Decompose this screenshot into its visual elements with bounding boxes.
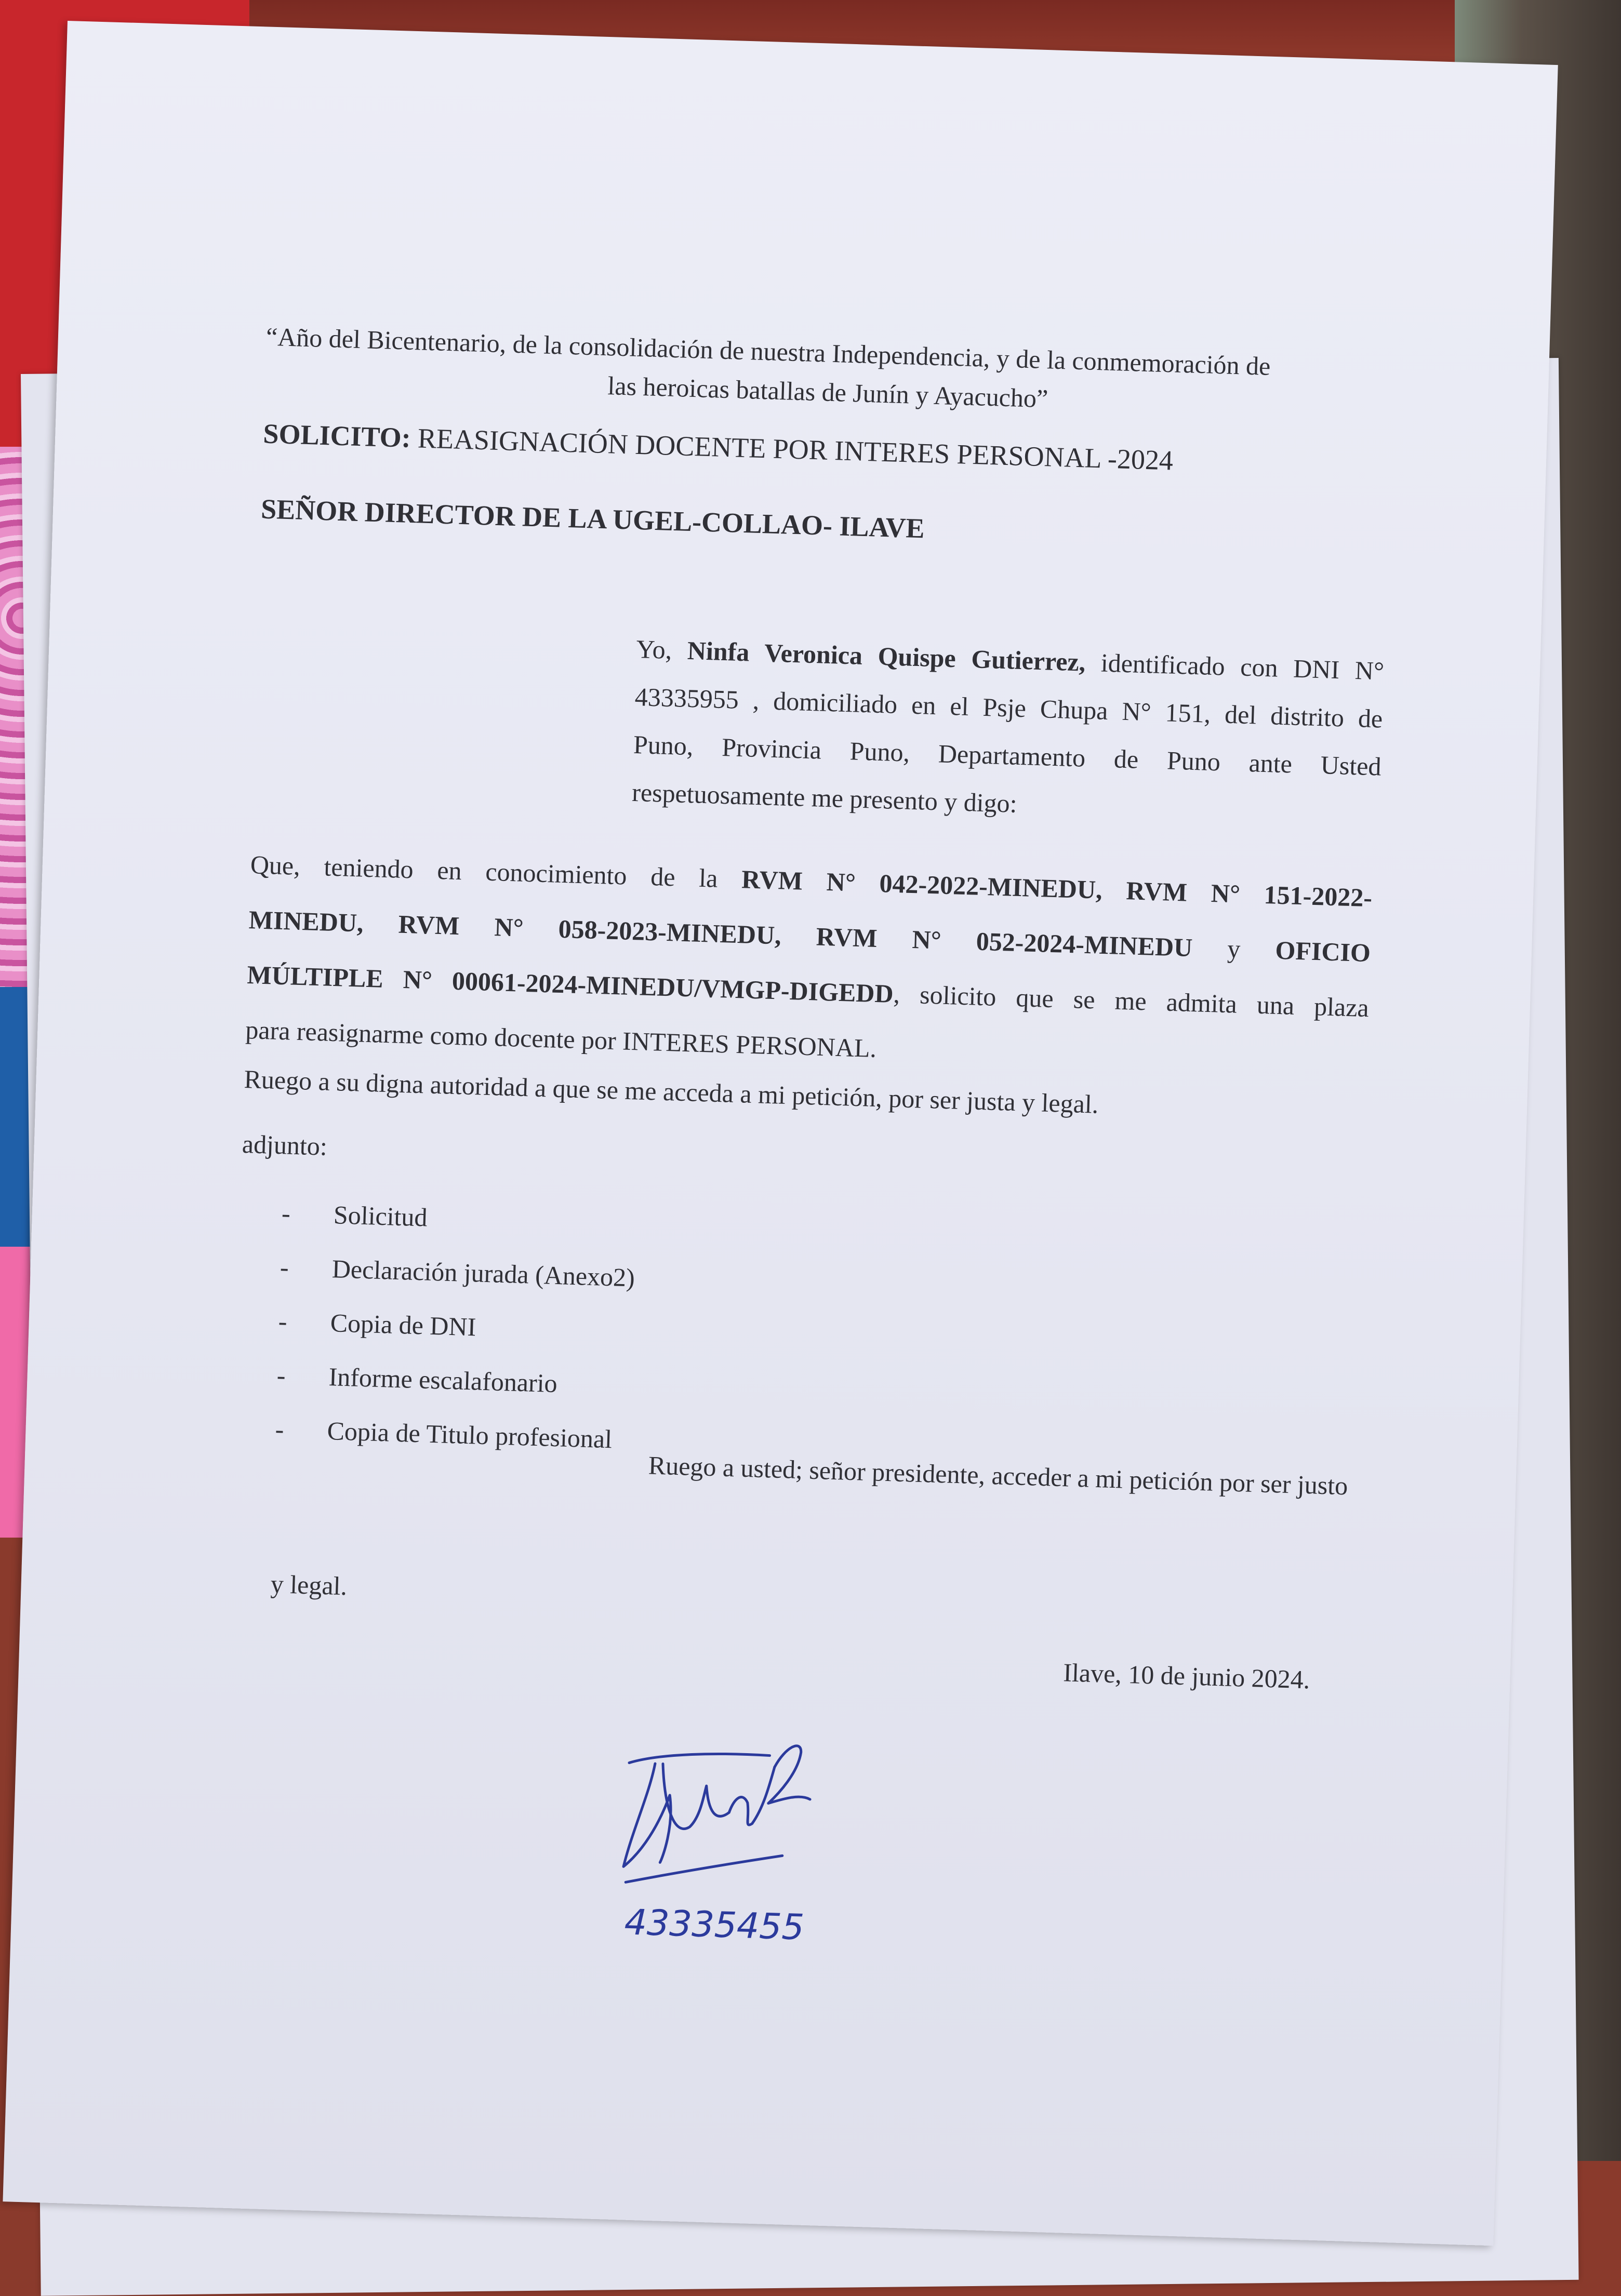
attachment-text: Copia de Titulo profesional	[326, 1416, 613, 1454]
request-line-2-continuation: y legal.	[270, 1569, 348, 1601]
applicant-name: Ninfa Veronica Quispe Gutierrez,	[687, 635, 1086, 677]
subject-line	[263, 417, 1174, 478]
motto-line-1: “Año del Bicentenario, de la consolidación de nuestra Independencia, y de la conmemoración de	[265, 322, 1271, 381]
body-line-1-refs: RVM N° 042-2022-MINEDU, RVM N° 151-2022-	[741, 864, 1373, 913]
attachment-text: Solicitud	[333, 1200, 428, 1232]
attachment-text: Informe escalafonario	[328, 1362, 558, 1398]
attachments-list	[274, 1186, 637, 1466]
intro-line-4: respetuosamente me presento y digo:	[631, 777, 1018, 818]
bullet-dash: -	[276, 1360, 286, 1390]
attachment-text: Copia de DNI	[330, 1308, 477, 1342]
attachment-item	[279, 1240, 635, 1304]
addressee: SEÑOR DIRECTOR DE LA UGEL-COLLAO- ILAVE	[260, 493, 925, 544]
body-line-2-mid: y	[1192, 933, 1276, 965]
body-line-2-oficio: OFICIO	[1274, 935, 1371, 968]
document-page	[3, 21, 1558, 2246]
request-line-1: Ruego a su digna autoridad a que se me acceda a mi petición, por ser justa y legal.	[243, 1064, 1099, 1119]
attachment-text: Declaración jurada (Anexo2)	[331, 1254, 635, 1292]
attachment-item	[274, 1402, 631, 1466]
bullet-dash: -	[274, 1414, 285, 1444]
intro-line-2: 43335955 , domiciliado en el Psje Chupa N° 151, del distrito de	[634, 682, 1384, 733]
intro-yo: Yo,	[635, 634, 688, 665]
body-line-1-pre: Que, teniendo en conocimiento de la	[250, 850, 742, 894]
subject-text: REASIGNACIÓN DOCENTE POR INTERES PERSONAL -2024	[410, 422, 1174, 476]
bullet-dash: -	[281, 1198, 291, 1228]
request-line-2: Ruego a usted; señor presidente, acceder a mi petición por ser justo	[648, 1450, 1349, 1501]
bullet-dash: -	[278, 1306, 288, 1336]
intro-paragraph	[631, 625, 1385, 838]
handwritten-signature	[608, 1731, 884, 1957]
motto-line-2: las heroicas batallas de Junín y Ayacucho”	[607, 371, 1048, 413]
place-date: Ilave, 10 de junio 2024.	[1062, 1658, 1311, 1694]
body-line-3-rest: , solicito que se me admita una plaza	[893, 979, 1370, 1023]
intro-line-3: Puno, Provincia Puno, Departamento de Puno ante Usted	[633, 729, 1382, 781]
attachment-item	[277, 1294, 634, 1358]
attachment-item	[281, 1186, 637, 1250]
intro-line-1-rest: identificado con DNI N°	[1085, 647, 1385, 686]
subject-label: SOLICITO:	[262, 418, 411, 453]
attachment-item	[276, 1348, 632, 1412]
body-line-3-refs: MÚLTIPLE N° 00061-2024-MINEDU/VMGP-DIGEDD	[246, 960, 894, 1008]
attachments-label: adjunto:	[242, 1129, 328, 1161]
body-paragraph	[245, 837, 1373, 1090]
signature-number: 43335455	[623, 1902, 805, 1948]
body-line-2-refs: MINEDU, RVM N° 058-2023-MINEDU, RVM N° 052-2024-MINEDU	[248, 905, 1193, 963]
body-line-4: para reasignarme como docente por INTERES PERSONAL.	[245, 1015, 877, 1063]
bullet-dash: -	[280, 1252, 289, 1282]
